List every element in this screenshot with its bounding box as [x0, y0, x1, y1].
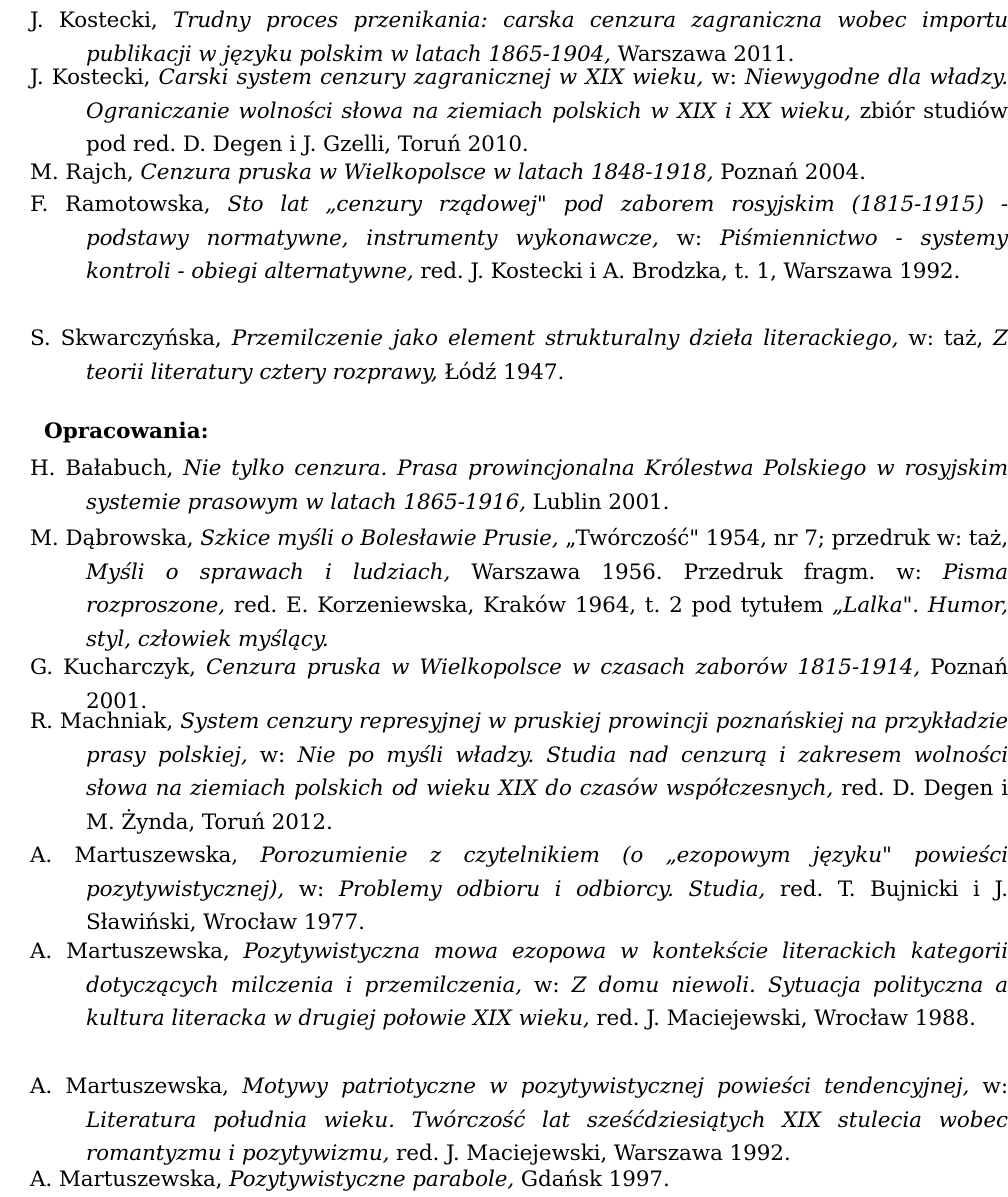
entry-title: Cenzura pruska w Wielkopolsce w latach 1848-1918, — [140, 160, 714, 185]
bibliography-entry — [30, 1163, 1008, 1197]
entry-text: w: — [969, 1074, 1008, 1099]
bibliography-entry — [30, 1070, 1008, 1171]
bibliography-entry — [30, 322, 1008, 389]
entry-text: Poznań 2001. — [86, 655, 1008, 714]
entry-title: Sto lat „cenzury rządowej" pod zaborem rosyjskim (1815-1915) - podstawy normatywne, instrumenty wykonawcze, — [86, 192, 1008, 251]
entry-title: Nie po myśli władzy. Studia nad cenzurą i zakresem wolności słowa na ziemiach polskich od wieku XIX do czasów współczesnych, — [86, 742, 1008, 801]
entry-title: Pisma rozproszone, — [86, 559, 1008, 618]
bibliography-entry — [30, 452, 1008, 519]
bibliography-entry — [30, 522, 1008, 656]
bibliography-entry — [30, 61, 1008, 162]
entry-title: Motywy patriotyczne w pozytywistycznej powieści tendencyjnej, — [242, 1074, 970, 1099]
entry-title: Trudny proces przenikania: carska cenzura zagraniczna wobec importu publikacji w języku polskim w latach 1865-1904, — [86, 8, 1008, 67]
entry-text: A. Martuszewska, — [30, 1074, 243, 1099]
entry-title: Pozytywistyczne parabole, — [229, 1167, 515, 1192]
entry-text: red. T. Bujnicki i J. Sławiński, Wrocław 1977. — [86, 876, 1008, 935]
entry-title: Z teorii literatury cztery rozprawy, — [86, 326, 1008, 385]
bibliography-entry — [30, 156, 1008, 190]
entry-text: M. Dąbrowska, — [30, 526, 201, 551]
entry-text: Gdańsk 1997. — [514, 1167, 670, 1192]
entry-title: Problemy odbioru i odbiorcy. Studia, — [338, 876, 766, 902]
entry-text: Warszawa 1956. Przedruk fragm. w: — [450, 559, 943, 585]
entry-title: Literatura południa wieku. Twórczość lat sześćdziesiątych XIX stulecia wobec romantyzmu i pozytywizmu, — [86, 1107, 1008, 1166]
entry-text: A. Martuszewska, — [30, 843, 261, 868]
entry-title: Porozumienie z czytelnikiem (o „ezopowym języku" powieści pozytywistycznej), — [86, 843, 1008, 902]
entry-title: Z domu niewoli. Sytuacja polityczna a kultura literacka w drugiej połowie XIX wieku, — [86, 972, 1008, 1031]
entry-text: w: — [521, 972, 572, 998]
entry-text: Lublin 2001. — [525, 489, 670, 515]
entry-text: Poznań 2004. — [713, 160, 866, 185]
entry-text: w: — [703, 65, 745, 90]
entry-text: red. J. Kostecki i A. Brodzka, t. 1, Warszawa 1992. — [413, 259, 961, 284]
entry-title: Przemilczenie jako element strukturalny dzieła literackiego, — [231, 326, 899, 351]
entry-text: red. J. Maciejewski, Wrocław 1988. — [589, 1006, 976, 1031]
entry-text: w: taż, — [898, 326, 994, 351]
entry-text: H. Bałabuch, — [30, 456, 184, 481]
entry-text: w: — [284, 876, 339, 902]
entry-text: R. Machniak, — [30, 709, 181, 734]
entry-text: F. Ramotowska, — [30, 192, 228, 217]
entry-text: Łódź 1947. — [437, 359, 565, 385]
bibliography-entry — [30, 935, 1008, 1036]
entry-text: w: — [247, 742, 298, 768]
entry-text: M. Rajch, — [30, 160, 141, 185]
entry-title: Nie tylko cenzura. Prasa prowincjonalna Królestwa Polskiego w rosyjskim systemie prasowym w latach 1865-1916, — [86, 456, 1008, 515]
section-heading: Opracowania: — [44, 419, 209, 444]
entry-title: „Lalka". Humor, styl, człowiek myślący. — [86, 593, 1008, 652]
bibliography-entry — [30, 188, 1008, 289]
entry-title: Niewygodne dla władzy. Ograniczanie wolności słowa na ziemiach polskich w XIX i XX wieku, — [86, 65, 1008, 124]
entry-text: G. Kucharczyk, — [30, 655, 206, 680]
entry-text: J. Kostecki, — [30, 8, 173, 33]
entry-text: J. Kostecki, — [30, 65, 159, 90]
entry-title: Pozytywistyczna mowa ezopowa w kontekście literackich kategorii dotyczących milczenia i przemilczenia, — [86, 939, 1008, 998]
entry-title: Myśli o sprawach i ludziach, — [86, 559, 451, 585]
bibliography-entry — [30, 705, 1008, 839]
entry-text: S. Skwarczyńska, — [30, 326, 232, 351]
entry-text: red. J. Maciejewski, Warszawa 1992. — [389, 1141, 791, 1166]
entry-title: Piśmiennictwo - systemy kontroli - obiegi alternatywne, — [86, 225, 1008, 284]
entry-title: System cenzury represyjnej w pruskiej prowincji poznańskiej na przykładzie prasy polskiej, — [86, 709, 1008, 768]
entry-text: A. Martuszewska, — [30, 1167, 230, 1192]
entry-text: „Twórczość" 1954, nr 7; przedruk w: taż, — [558, 526, 1008, 551]
entry-text: red. E. Korzeniewska, Kraków 1964, t. 2 pod tytułem — [225, 593, 833, 618]
entry-text: red. D. Degen i M. Żynda, Toruń 2012. — [86, 776, 1008, 835]
entry-title: Szkice myśli o Bolesławie Prusie, — [200, 526, 559, 551]
entry-title: Carski system cenzury zagranicznej w XIX wieku, — [158, 65, 704, 90]
entry-text: A. Martuszewska, — [30, 939, 244, 964]
bibliography-entry — [30, 839, 1008, 940]
entry-title: Cenzura pruska w Wielkopolsce w czasach zaborów 1815-1914, — [205, 655, 921, 680]
entry-text: zbiór studiów pod red. D. Degen i J. Gzelli, Toruń 2010. — [86, 98, 1008, 157]
entry-text: Warszawa 2011. — [610, 41, 795, 67]
entry-text: w: — [658, 225, 720, 251]
